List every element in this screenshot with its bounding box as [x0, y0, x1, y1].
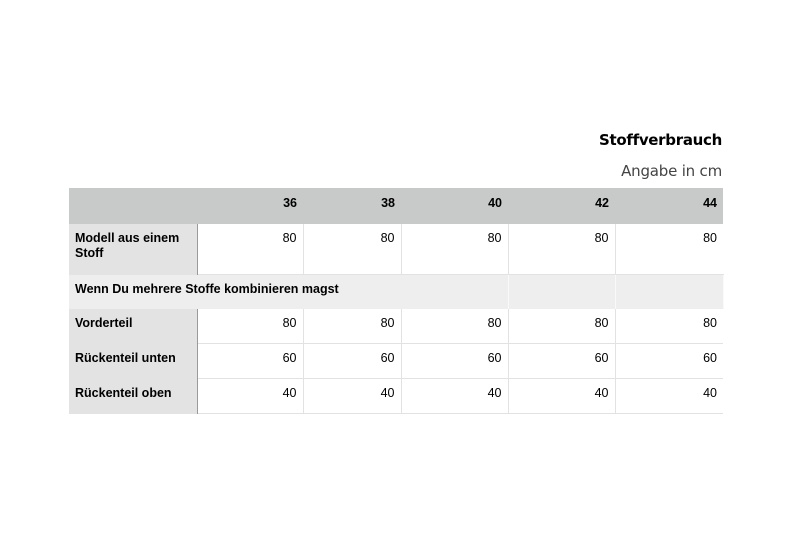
table-cell: 80 [401, 224, 508, 275]
table-cell: 80 [508, 224, 615, 275]
table-cell: 40 [401, 379, 508, 414]
section-label: Wenn Du mehrere Stoffe kombinieren magst [69, 275, 401, 310]
column-header-size: 36 [197, 188, 303, 224]
table-cell: 80 [197, 224, 303, 275]
page-title: Stoffverbrauch [599, 131, 722, 149]
table-row [69, 344, 723, 379]
table-cell-empty [401, 275, 508, 310]
table-cell-empty [508, 275, 615, 310]
header-row [69, 188, 723, 224]
table-row [69, 309, 723, 344]
column-header-size: 44 [615, 188, 723, 224]
table-cell: 80 [401, 309, 508, 344]
table-cell: 80 [615, 309, 723, 344]
table-cell: 80 [508, 309, 615, 344]
table-cell: 40 [615, 379, 723, 414]
table-cell: 80 [303, 224, 401, 275]
page-subtitle: Angabe in cm [621, 162, 722, 180]
fabric-usage-table [69, 188, 724, 414]
column-header-size: 42 [508, 188, 615, 224]
table-cell: 40 [197, 379, 303, 414]
table-cell-empty [615, 275, 723, 310]
row-label: Rückenteil unten [69, 344, 197, 379]
table-cell: 60 [615, 344, 723, 379]
table-cell: 80 [197, 309, 303, 344]
table-row [69, 224, 723, 275]
row-label: Modell aus einem Stoff [69, 224, 197, 275]
table-cell: 80 [615, 224, 723, 275]
column-header-label [69, 188, 197, 224]
row-label: Vorderteil [69, 309, 197, 344]
table-cell: 40 [508, 379, 615, 414]
table-cell: 60 [303, 344, 401, 379]
column-header-size: 40 [401, 188, 508, 224]
table-cell: 40 [303, 379, 401, 414]
table-row [69, 379, 723, 414]
table-cell: 60 [508, 344, 615, 379]
table-cell: 60 [401, 344, 508, 379]
row-label: Rückenteil oben [69, 379, 197, 414]
table-cell: 60 [197, 344, 303, 379]
section-row [69, 275, 723, 310]
table-cell: 80 [303, 309, 401, 344]
column-header-size: 38 [303, 188, 401, 224]
